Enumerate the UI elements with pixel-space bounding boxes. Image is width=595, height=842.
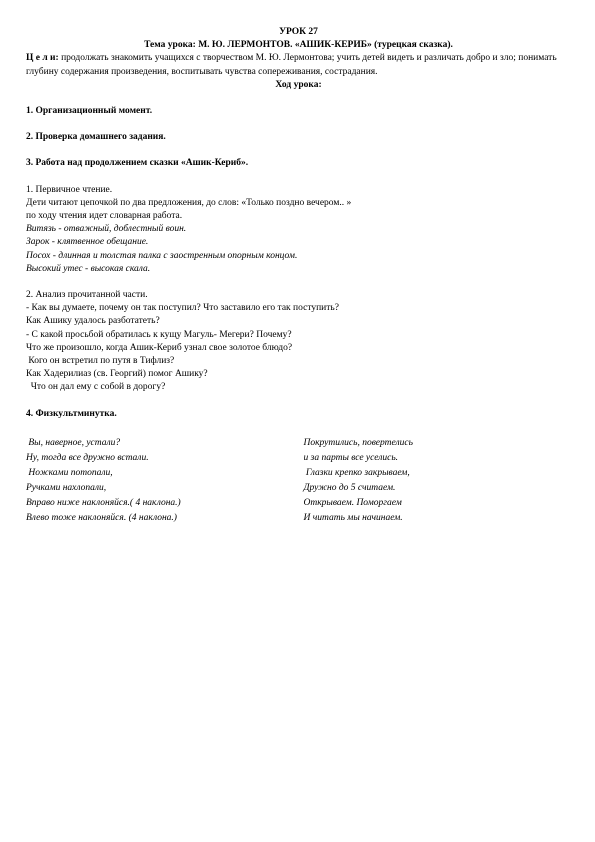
section-heading-4: 4. Физкультминутка.: [26, 408, 117, 419]
poem-line: Вы, наверное, устали?: [26, 437, 121, 448]
analysis-question: Что же произошло, когда Ашик-Кериб узнал свое золотое блюдо?: [26, 342, 293, 353]
poem-line: Влево тоже наклоняйся. (4 наклона.): [26, 512, 177, 523]
poem-line: Дружно до 5 считаем.: [303, 482, 396, 493]
poem-line: Ручками нахлопали,: [26, 482, 107, 493]
analysis-question: Как Хадерилиаз (св. Георгий) помог Ашику?: [26, 369, 208, 380]
poem-right-column: [304, 436, 572, 526]
exercise-poem: [26, 436, 571, 526]
poem-line: И читать мы начинаем.: [303, 512, 403, 523]
poem-left-column: [26, 436, 294, 526]
lesson-document: [26, 26, 571, 526]
vocab-item: Витязь - отважный, доблестный воин.: [26, 224, 187, 235]
goals-label: Ц е л и:: [26, 53, 59, 64]
poem-line: Ну, тогда все дружно встали.: [26, 452, 149, 463]
analysis-question: - С какой просьбой обратилась к кущу Магуль- Мегери? Почему?: [26, 329, 292, 340]
reading-line-1: Дети читают цепочкой по два предложения, до слов: «Только поздно вечером.. »: [26, 197, 352, 208]
poem-line: Вправо ниже наклоняйся.( 4 наклона.): [26, 497, 181, 508]
analysis-question: Как Ашику удалось разботатеть?: [26, 316, 160, 327]
lesson-topic: Тема урока: М. Ю. ЛЕРМОНТОВ. «АШИК-КЕРИБ» (турецкая сказка).: [144, 40, 453, 51]
poem-line: Открываем. Поморгаем: [303, 497, 402, 508]
vocab-item: Посох - длинная и толстая палка с заостренным опорным концом.: [26, 250, 298, 261]
section-heading-2: 2. Проверка домашнего задания.: [26, 132, 166, 143]
reading-heading: 1. Первичное чтение.: [26, 184, 113, 195]
vocab-item: Высокий утес - высокая скала.: [26, 263, 151, 274]
lesson-number: УРОК 27: [279, 27, 318, 37]
analysis-heading: 2. Анализ прочитанной части.: [26, 290, 148, 301]
section-heading-3: 3. Работа над продолжением сказки «Ашик-Кериб».: [26, 158, 249, 169]
poem-line: Глазки крепко закрываем,: [303, 467, 410, 478]
analysis-question: Кого он встретил по путя в Тифлиз?: [26, 356, 175, 367]
reading-line-2: по ходу чтения идет словарная работа.: [26, 211, 183, 222]
section-heading-1: 1. Организационный момент.: [26, 106, 153, 117]
poem-line: Покрутились, повертелись: [303, 437, 413, 448]
lesson-goals: [26, 52, 571, 78]
analysis-question: - Как вы думаете, почему он так поступил? Что заставило его так поступить?: [26, 303, 339, 314]
poem-line: Ножками потопали,: [26, 467, 113, 478]
analysis-question: Что он дал ему с собой в дорогу?: [26, 382, 166, 393]
poem-line: и за парты все уселись.: [303, 452, 399, 463]
goals-text: продолжать знакомить учащихся с творчеством М. Ю. Лермонтова; учить детей видеть и различать добро и зло; понимать глубину содержания произведения, воспитывать чувства сопереживания, сострадания.: [26, 53, 557, 77]
vocab-item: Зарок - клятвенное обещание.: [26, 237, 149, 248]
lesson-flow-title: Ход урока:: [275, 79, 322, 90]
